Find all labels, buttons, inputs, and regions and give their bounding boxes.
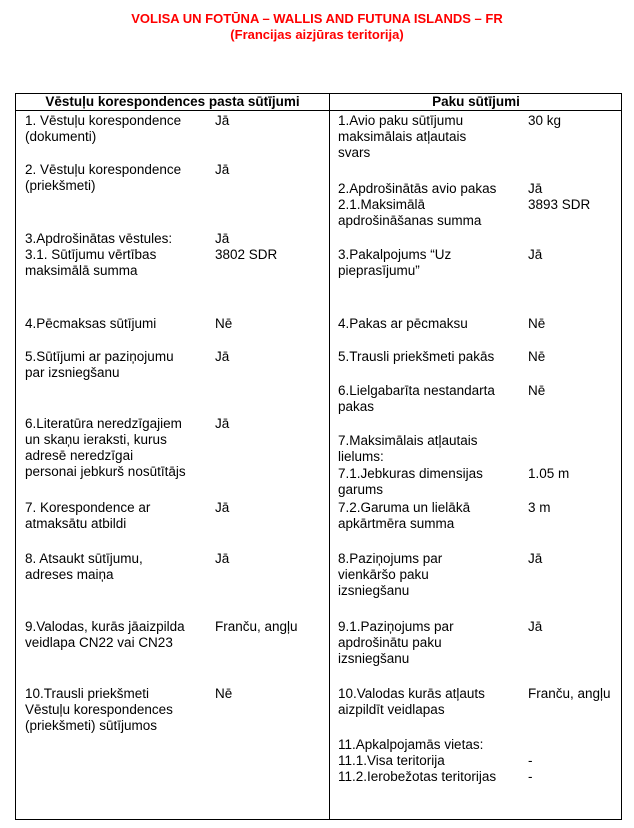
- letter-item-5-value: Jā: [215, 349, 230, 364]
- letter-item-6-value: Jā: [215, 416, 230, 431]
- parcel-item-1-value: 30 kg: [528, 113, 562, 128]
- letter-item-3-label: 3.Apdrošinātas vēstules: 3.1. Sūtījumu vērtības maksimālā summa: [25, 231, 173, 278]
- letter-item-9-label: 9.Valodas, kurās jāaizpilda veidlapa CN22 vai CN23: [25, 619, 185, 650]
- parcel-item-7-1-label: 7.1.Jebkuras dimensijas garums: [338, 466, 483, 497]
- letter-item-8-value: Jā: [215, 551, 230, 566]
- services-table: [15, 93, 622, 820]
- parcel-item-11-label: 11.Apkalpojamās vietas: 11.1.Visa teritorija 11.2.Ierobežotas teritorijas: [338, 737, 497, 784]
- parcel-item-7-2-label: 7.2.Garuma un lielākā apkārtmēra summa: [338, 500, 471, 531]
- letter-item-4-label: 4.Pēcmaksas sūtījumi: [25, 316, 157, 331]
- parcel-item-4-label: 4.Pakas ar pēcmaksu: [338, 316, 468, 331]
- parcel-item-3-label: 3.Pakalpojums “Uz pieprasījumu”: [338, 247, 452, 278]
- header-letter-items: Vēstuļu korespondences pasta sūtījumi: [45, 94, 300, 109]
- parcel-item-5-label: 5.Trausli priekšmeti pakās: [338, 349, 495, 364]
- parcel-item-6-value: Nē: [528, 383, 546, 398]
- letter-item-9-value: Franču, angļu: [215, 619, 298, 634]
- parcel-item-10-label: 10.Valodas kurās atļauts aizpildīt veidlapas: [338, 686, 485, 717]
- letter-item-1-label: 1. Vēstuļu korespondence (dokumenti): [25, 113, 182, 144]
- letter-item-7-value: Jā: [215, 500, 230, 515]
- parcel-item-5-value: Nē: [528, 349, 546, 364]
- parcel-item-10-value: Franču, angļu: [528, 686, 611, 701]
- letter-item-2-value: Jā: [215, 162, 230, 177]
- letter-item-10-label: 10.Trausli priekšmeti Vēstuļu korespondences (priekšmeti) sūtījumos: [25, 686, 173, 733]
- letter-item-5-label: 5.Sūtījumi ar paziņojumu par izsniegšanu: [25, 349, 174, 380]
- parcel-item-4-value: Nē: [528, 316, 546, 331]
- parcel-item-8-label: 8.Paziņojums par vienkāršo paku izsniegšanu: [338, 551, 443, 598]
- page-subtitle: (Francijas aizjūras teritorija): [230, 27, 404, 42]
- parcel-item-7-label: 7.Maksimālais atļautais lielums:: [338, 433, 478, 464]
- parcel-item-6-label: 6.Lielgabarīta nestandarta pakas: [338, 383, 495, 414]
- letter-item-2-label: 2. Vēstuļu korespondence (priekšmeti): [25, 162, 182, 193]
- parcel-item-1-label: 1.Avio paku sūtījumu maksimālais atļautais svars: [338, 113, 467, 160]
- letter-item-7-label: 7. Korespondence ar atmaksātu atbildi: [25, 500, 151, 531]
- parcel-item-2-value: Jā 3893 SDR: [528, 181, 591, 212]
- parcel-item-3-value: Jā: [528, 247, 543, 262]
- letter-item-3-value: Jā 3802 SDR: [215, 231, 278, 262]
- header-divider: [16, 110, 621, 111]
- letter-item-8-label: 8. Atsaukt sūtījumu, adreses maiņa: [25, 551, 143, 582]
- parcel-item-11-value: - -: [528, 753, 533, 784]
- letter-item-1-value: Jā: [215, 113, 230, 128]
- parcel-item-8-value: Jā: [528, 551, 543, 566]
- letter-item-4-value: Nē: [215, 316, 233, 331]
- parcel-item-7-2-value: 3 m: [528, 500, 551, 515]
- column-divider: [329, 94, 330, 819]
- parcel-item-2-label: 2.Apdrošinātās avio pakas 2.1.Maksimālā apdrošināšanas summa: [338, 181, 497, 228]
- letter-item-6-label: 6.Literatūra neredzīgajiem un skaņu ieraksti, kurus adresē neredzīgai personai jebkurš nosūtītājs: [25, 416, 186, 479]
- parcel-item-9-1-value: Jā: [528, 619, 543, 634]
- parcel-item-7-1-value: 1.05 m: [528, 466, 570, 481]
- page-title: VOLISA UN FOTŪNA – WALLIS AND FUTUNA ISLANDS – FR: [131, 11, 503, 26]
- letter-item-10-value: Nē: [215, 686, 233, 701]
- parcel-item-9-1-label: 9.1.Paziņojums par apdrošinātu paku izsniegšanu: [338, 619, 454, 666]
- header-parcels: Paku sūtījumi: [432, 94, 520, 109]
